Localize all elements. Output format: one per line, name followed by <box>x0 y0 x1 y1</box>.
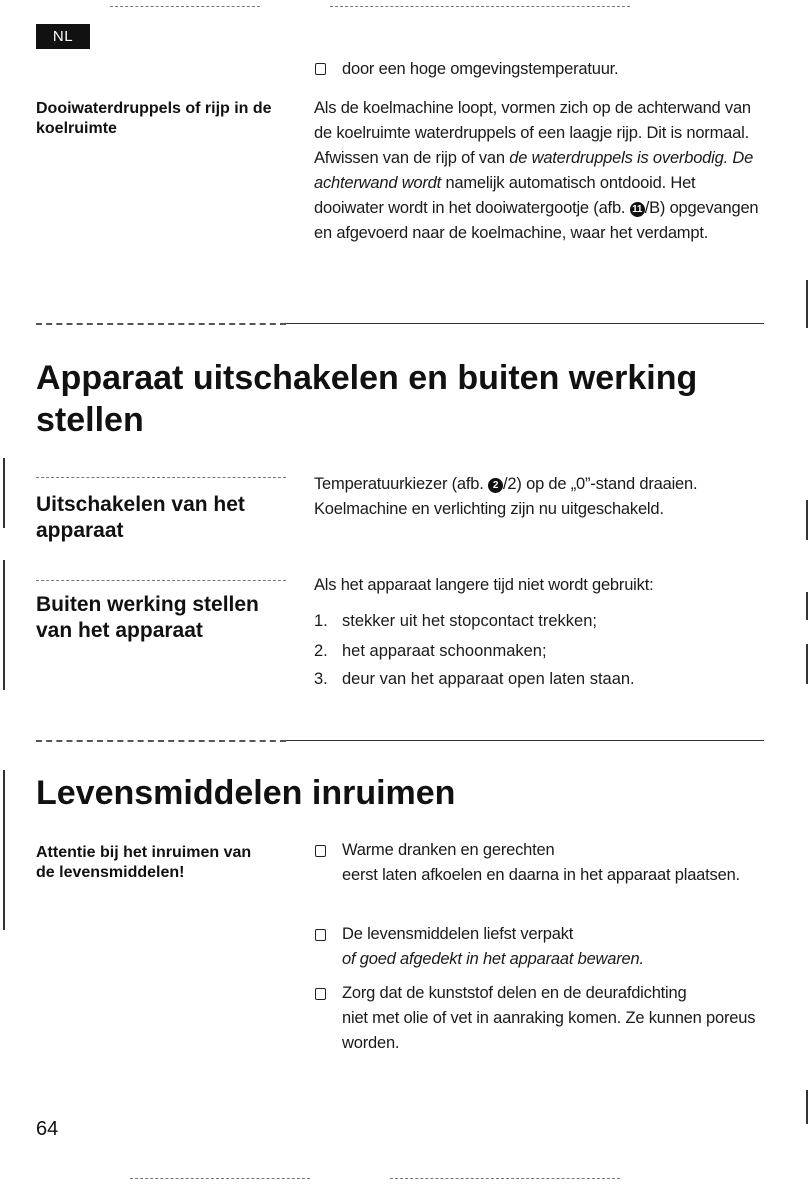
bullet-first-line: De levensmiddelen liefst verpakt <box>342 925 574 943</box>
section-title-storing-food: Levensmiddelen inruimen <box>36 774 456 812</box>
list-number: 3. <box>314 670 328 688</box>
checkbox-bullet-icon <box>315 988 326 1000</box>
frost-text-italic: de waterdruppels is overbodig. De achterwand wordt <box>314 149 754 192</box>
list-text: deur van het apparaat open laten staan. <box>342 670 635 688</box>
top-edge-mark <box>110 6 260 7</box>
bullet-item <box>342 838 762 888</box>
margin-mark <box>806 1090 808 1124</box>
list-number: 2. <box>314 642 328 660</box>
page-number: 64 <box>36 1118 59 1140</box>
bottom-edge-mark <box>390 1178 620 1179</box>
bullet-rest: eerst laten afkoelen en daarna in het apparaat plaatsen. <box>342 866 740 884</box>
list-item <box>0 667 811 692</box>
section-title-switch-off: Apparaat uitschakelen en buiten werking stellen <box>36 359 698 439</box>
subheading-rule <box>36 477 286 478</box>
margin-mark <box>3 458 5 528</box>
language-badge: NL <box>36 24 90 49</box>
frost-text-3: /B) opgevangen en afgevoerd naar de koelmachine, waar het verdampt. <box>314 199 759 242</box>
figure-number-icon: 2 <box>488 478 503 493</box>
figure-number-icon: 11 <box>630 202 645 217</box>
frost-text-2: namelijk automatisch ontdooid. Het dooiwater wordt in het dooiwatergootje (afb. <box>314 174 696 217</box>
top-edge-mark <box>330 6 630 7</box>
margin-mark <box>806 500 808 540</box>
out-of-service-heading: Buiten werking stellen van het apparaat <box>36 593 259 642</box>
list-text: het apparaat schoonmaken; <box>342 642 547 660</box>
subheading-rule <box>36 580 286 581</box>
switch-off-heading: Uitschakelen van het apparaat <box>36 493 245 542</box>
switch-off-text-1: Temperatuurkiezer (afb. <box>314 475 484 493</box>
divider <box>286 323 764 324</box>
switch-off-text-2: /2) op de „0”-stand draaien. Koelmachine en verlichting zijn nu uitgeschakeld. <box>314 475 698 518</box>
list-number: 1. <box>314 612 328 630</box>
bullet-first-line: Warme dranken en gerechten <box>342 841 555 859</box>
list-text: stekker uit het stopcontact trekken; <box>342 612 597 630</box>
checkbox-bullet-icon <box>315 929 326 941</box>
divider-decoration <box>36 740 286 742</box>
switch-off-paragraph <box>314 472 714 522</box>
frost-text-1: Als de koelmachine loopt, vormen zich op de achterwand van de koelruimte waterdruppels of een laagje rijp. Dit is normaal. Afwissen van de rijp of van <box>314 99 751 167</box>
bottom-edge-mark <box>130 1178 310 1179</box>
bullet-item <box>342 981 762 1056</box>
list-item <box>0 609 811 634</box>
checkbox-bullet-icon <box>315 845 326 857</box>
frost-heading: Dooiwaterdruppels of rijp in de koelruimte <box>36 100 272 137</box>
bullet-rest: of goed afgedekt in het apparaat bewaren. <box>342 950 644 968</box>
divider <box>286 740 764 741</box>
divider-decoration <box>36 323 286 325</box>
out-of-service-intro: Als het apparaat langere tijd niet wordt gebruikt: <box>314 576 654 594</box>
bullet-text: door een hoge omgevingstemperatuur. <box>342 60 619 78</box>
list-item <box>0 639 811 664</box>
frost-paragraph <box>314 96 764 246</box>
bullet-rest: niet met olie of vet in aanraking komen. Ze kunnen poreus worden. <box>342 1009 756 1052</box>
storing-attention-heading: Attentie bij het inruimen van de levensmiddelen! <box>36 844 252 881</box>
margin-mark <box>3 770 5 930</box>
checkbox-bullet-icon <box>315 63 326 75</box>
bullet-first-line: Zorg dat de kunststof delen en de deurafdichting <box>342 984 687 1002</box>
bullet-item <box>342 922 762 972</box>
margin-mark <box>806 280 808 328</box>
